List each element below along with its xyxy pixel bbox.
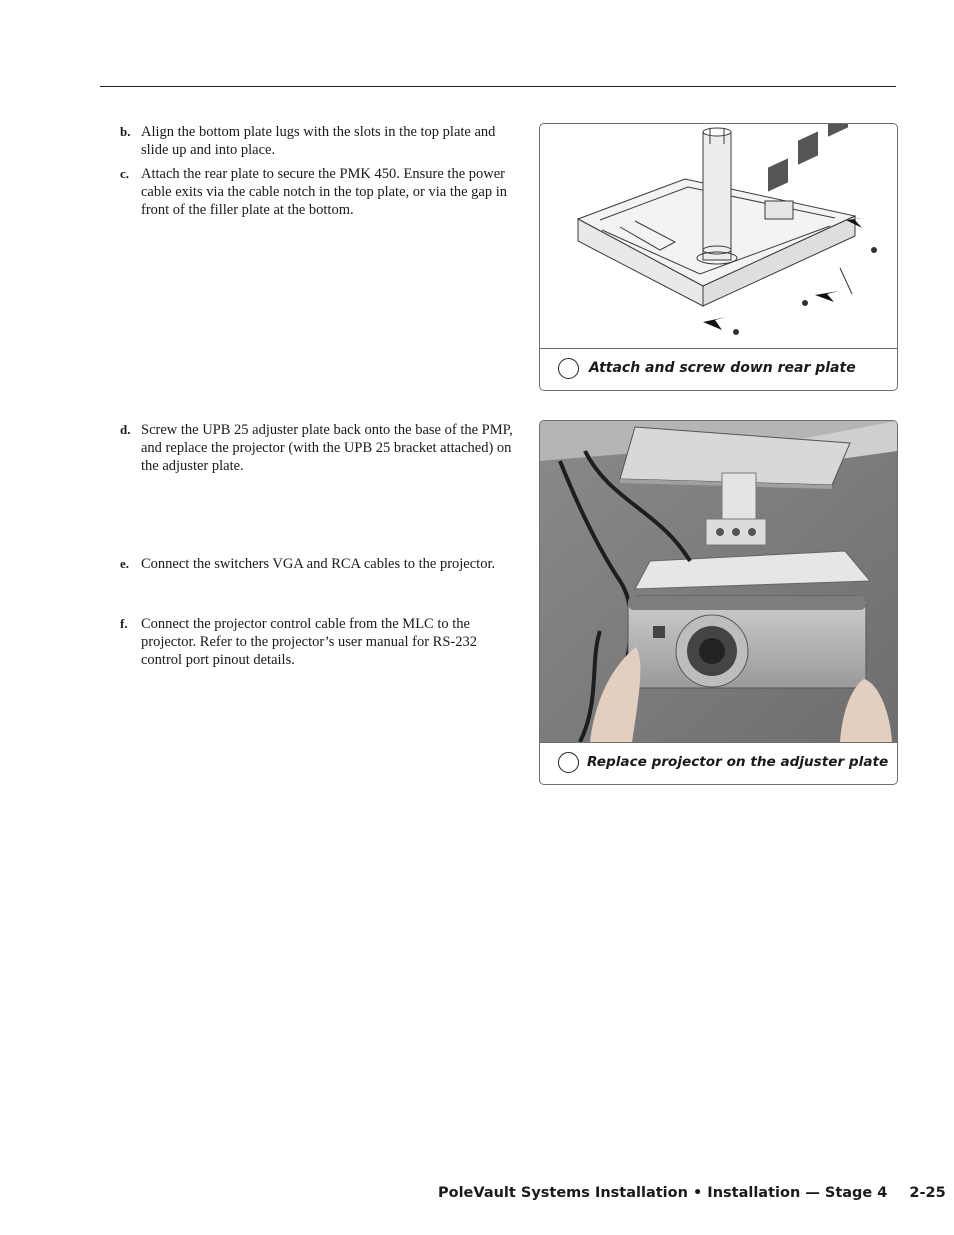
figure-caption xyxy=(540,349,897,390)
step-text: Connect the switchers VGA and RCA cables to the projector. xyxy=(141,556,496,572)
step-e xyxy=(120,555,518,573)
step-letter: b. xyxy=(120,124,131,139)
rear-plate-illustration xyxy=(540,124,897,349)
step-d xyxy=(120,421,518,475)
step-text: Attach the rear plate to secure the PMK 450. Ensure the power cable exits via the cable notch in the top plate, or via the gap in front of the filler plate at the bottom. xyxy=(141,166,507,218)
projector-photo-drawing xyxy=(540,421,897,742)
page-footer xyxy=(438,1185,946,1201)
step-text: Align the bottom plate lugs with the slots in the top plate and slide up and into place. xyxy=(141,124,496,158)
figure-rear-plate xyxy=(539,123,898,391)
projector-photo xyxy=(540,421,897,743)
figure-number-circle xyxy=(558,358,579,379)
step-letter: d. xyxy=(120,422,131,437)
step-text: Screw the UPB 25 adjuster plate back onto the base of the PMP, and replace the projector (with the UPB 25 bracket attached) on the adjuster plate. xyxy=(141,422,513,474)
step-letter: c. xyxy=(120,166,130,181)
header-rule xyxy=(100,86,896,87)
figure-projector xyxy=(539,420,898,785)
figure-caption xyxy=(540,743,897,784)
step-letter: f. xyxy=(120,616,128,631)
rear-plate-drawing xyxy=(540,124,897,348)
figure-caption-text: Attach and screw down rear plate xyxy=(589,360,856,376)
step-b xyxy=(120,123,518,159)
footer-title: PoleVault Systems Installation • Installation — Stage 4 xyxy=(438,1185,888,1201)
page-number: 2-25 xyxy=(909,1185,946,1201)
step-c xyxy=(120,165,518,219)
step-f xyxy=(120,615,518,669)
figure-caption-text: Replace projector on the adjuster plate xyxy=(587,754,889,770)
step-text: Connect the projector control cable from the MLC to the projector. Refer to the projector’s user manual for RS-232 control port pinout details. xyxy=(141,616,477,668)
figure-number-circle xyxy=(558,752,579,773)
step-letter: e. xyxy=(120,556,130,571)
